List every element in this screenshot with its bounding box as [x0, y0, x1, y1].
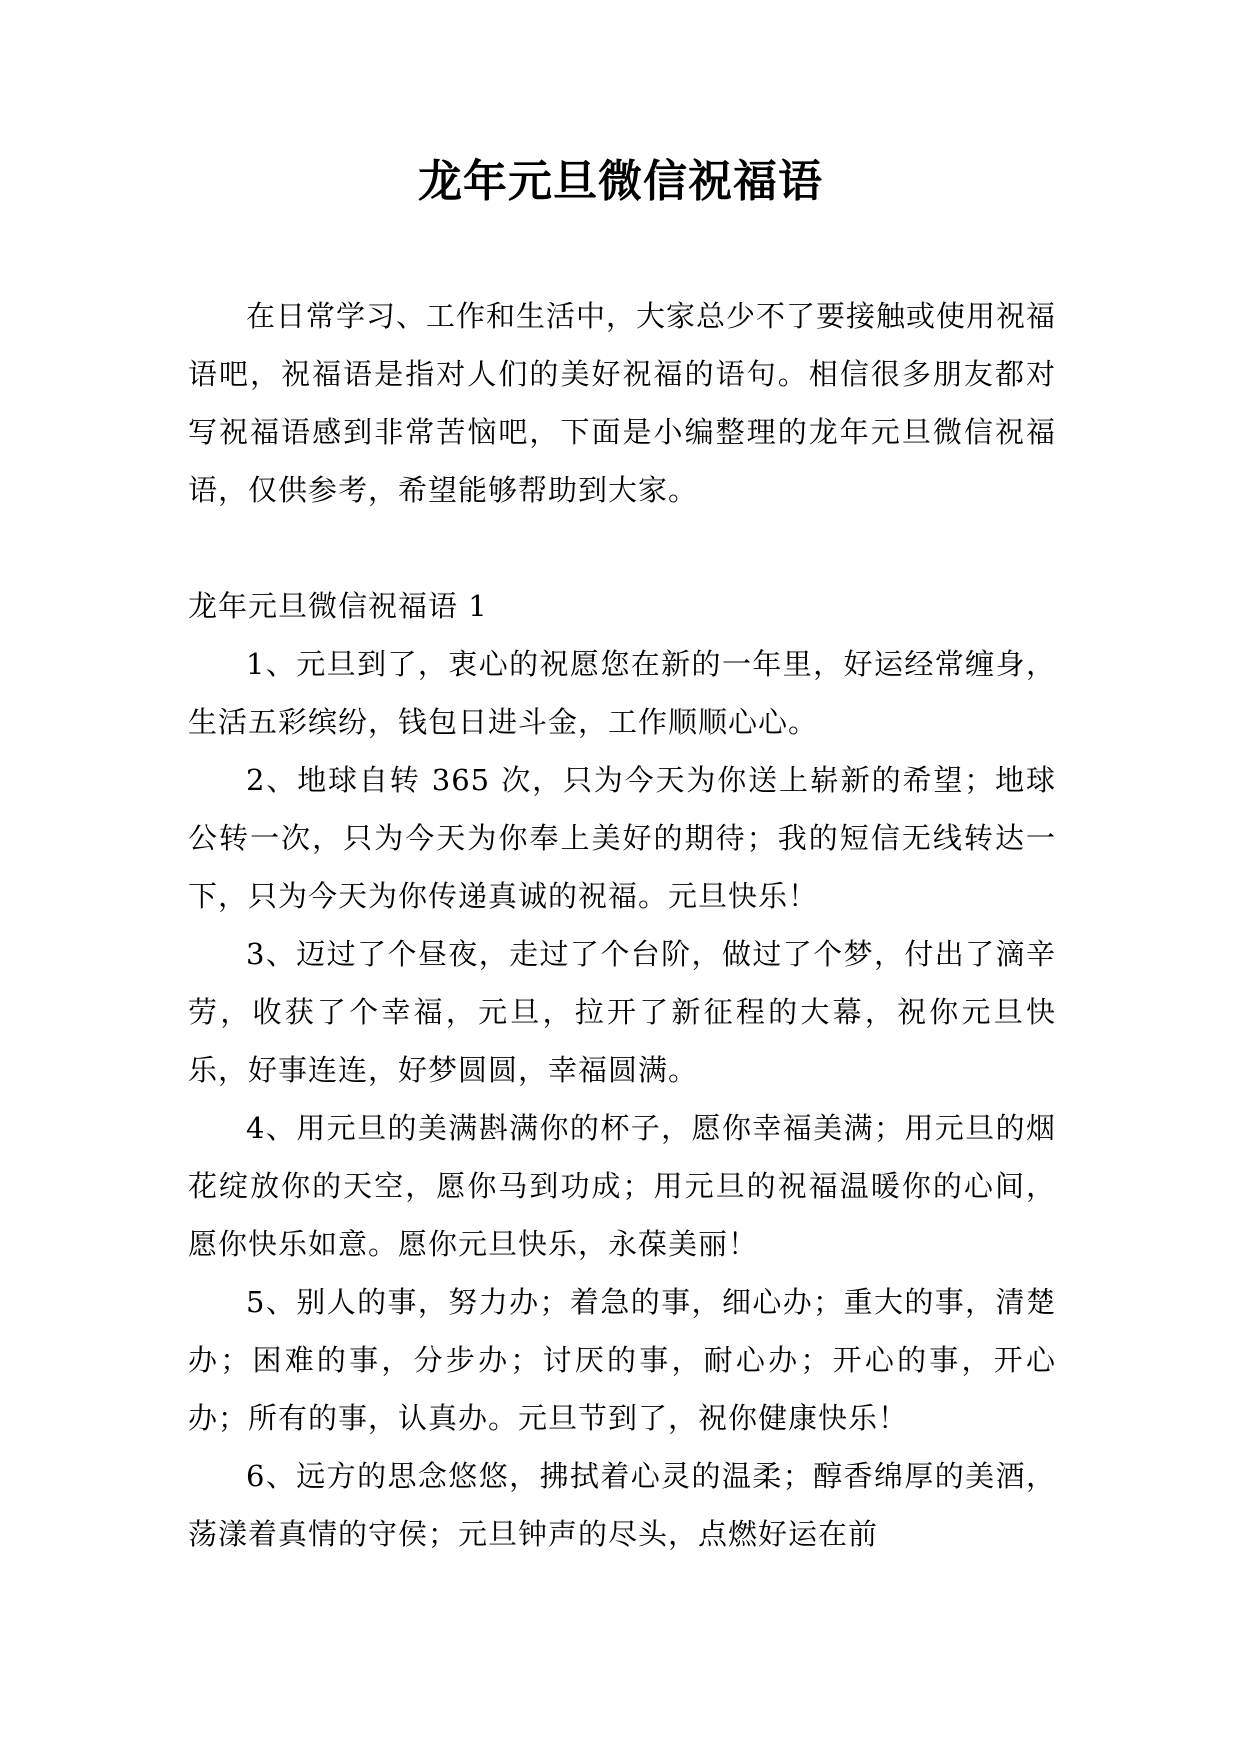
greeting-item-1: 1、元旦到了，衷心的祝愿您在新的一年里，好运经常缠身，生活五彩缤纷，钱包日进斗金，工作顺顺心心。	[188, 647, 1056, 739]
greeting-item-6: 6、远方的思念悠悠，拂拭着心灵的温柔；醇香绵厚的美酒，荡漾着真情的守侯；元旦钟声的尽头，点燃好运在前	[188, 1459, 1056, 1551]
document-body	[188, 287, 1056, 1563]
greeting-item-4: 4、用元旦的美满斟满你的杯子，愿你幸福美满；用元旦的烟花绽放你的天空，愿你马到功成；用元旦的祝福温暖你的心间，愿你快乐如意。愿你元旦快乐，永葆美丽！	[188, 1111, 1056, 1261]
intro-paragraph: 在日常学习、工作和生活中，大家总少不了要接触或使用祝福语吧，祝福语是指对人们的美好祝福的语句。相信很多朋友都对写祝福语感到非常苦恼吧，下面是小编整理的龙年元旦微信祝福语，仅供参考，希望能够帮助到大家。	[188, 299, 1057, 507]
greeting-item-3: 3、迈过了个昼夜，走过了个台阶，做过了个梦，付出了滴辛劳，收获了个幸福，元旦，拉开了新征程的大幕，祝你元旦快乐，好事连连，好梦圆圆，幸福圆满。	[188, 937, 1056, 1087]
section-heading: 龙年元旦微信祝福语 1	[188, 589, 488, 623]
greeting-item-5: 5、别人的事，努力办；着急的事，细心办；重大的事，清楚办；困难的事，分步办；讨厌的事，耐心办；开心的事，开心办；所有的事，认真办。元旦节到了，祝你健康快乐！	[188, 1285, 1056, 1435]
document-title: 龙年元旦微信祝福语	[418, 156, 823, 207]
greeting-item-2: 2、地球自转 365 次，只为今天为你送上崭新的希望；地球公转一次，只为今天为你奉上美好的期待；我的短信无线转达一下，只为今天为你传递真诚的祝福。元旦快乐！	[188, 763, 1056, 913]
